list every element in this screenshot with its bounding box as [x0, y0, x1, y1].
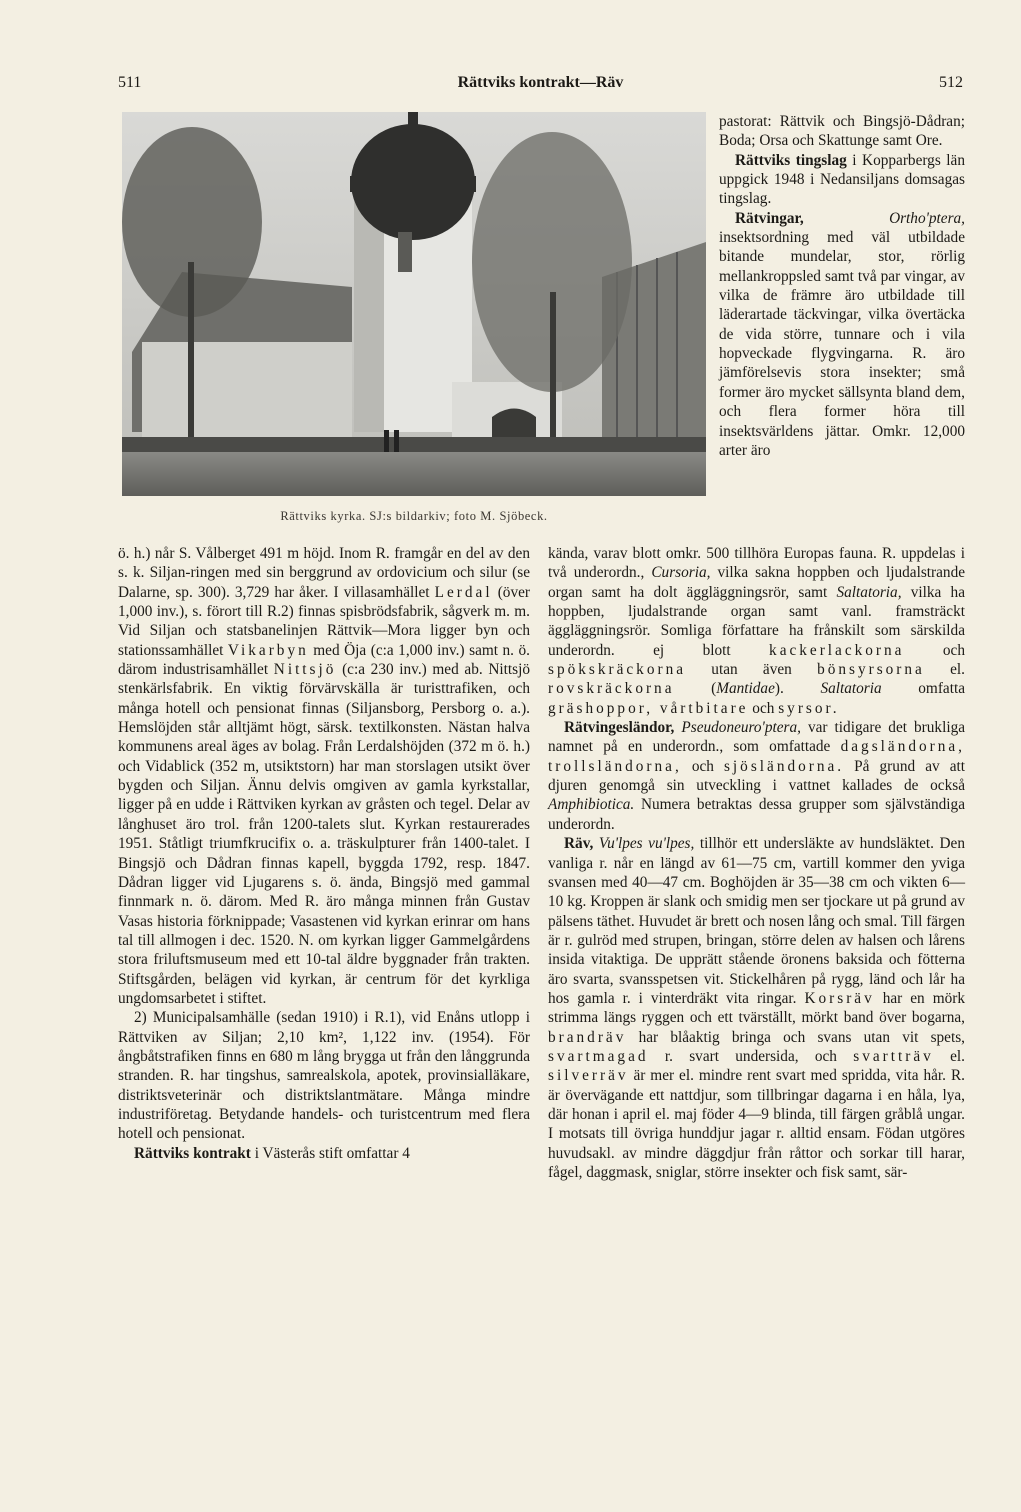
- running-title: Rättviks kontrakt—Räv: [457, 74, 624, 91]
- paragraph-municipalsamhalle: 2) Municipalsamhälle (sedan 1910) i R.1), vid Enåns utlopp i Rättviken av Siljan; 2,10 km², 1,122 inv. (1954). För ångbåtstrafiken finns en 680 m lång brygga ut från den långgrunda stranden. R. har tingshus, samrealskola, apotek, provinsialläkare, distriktsveterinär och distriktslantmätare. Många mindre industriföretag. Betydande handels- och turistcentrum med flera hotell och pensionat.: [118, 1009, 530, 1143]
- headword: Rätvingesländor,: [564, 719, 675, 737]
- headword: Rättviks tingslag: [735, 151, 847, 169]
- entry-ratvingar: Rätvingar, Ortho'ptera, insektsordning med väl utbildade bitande mundelar, stor, rörlig mellankroppsled samt två par vingar, av vilka de främre äro utbildade till läderartade täckvingar, vilka övertäcka de vida större, tunnare och i vila hopveckade flygvingarna. R. äro jämförelsevis stora insekter; små former äro mycket sällsynta bland dem, och flera former höra till insektsvärldens jättar. Omkr. 12,000 arter äro: [719, 209, 965, 459]
- headword: Räv,: [564, 835, 594, 853]
- paragraph-ratvingar-continued: kända, varav blott omkr. 500 tillhöra Europas fauna. R. uppdelas i två underordn., Cursoria, vilka sakna hoppben och ljudalstrande organ samt ha dolt äggläggningsrör, samt Saltatoria, vilka ha hoppben, ljudalstrande organ samt vanl. framsträckt äggläggningsrör. Somliga författare ha frånskilt som särskilda underordn. ej blott kackerlackorna och spökskräckorna utan även bönsyrsorna el. rovskräckorna (Mantidae). Saltatoria omfatta gräshoppor, vårtbitare och syrsor.: [548, 545, 966, 717]
- entry-ratvingeslandor: Rätvingesländor, Pseudoneuro'ptera, var tidigare det brukliga namnet på en underordn., som omfattade dagsländorna, trollsländorna, och sjösländorna. På grund av att djuren genomgå sin utveckling i vattnet kallades de också Amphibiotica. Numera betraktas dessa grupper som självständiga underordn.: [548, 719, 966, 833]
- running-header: [118, 74, 963, 98]
- right-column: [548, 544, 965, 1182]
- church-photo-illustration: [122, 112, 706, 496]
- left-column: [118, 544, 530, 1163]
- page-number-right: 512: [939, 74, 963, 91]
- paragraph-rattvik-continued: ö. h.) når S. Vålberget 491 m höjd. Inom R. framgår en del av den s. k. Siljan-ringen med sin berggrund av ordovicium och silur (se Dalarne, sp. 300). 3,729 har åker. I villasamhället Lerdal (över 1,000 inv.), s. förort till R.2) finnas spisbrödsfabrik, sågverk m. m. Vid Siljan och statsbanelinjen Rättvik—Mora ligger byn och stationssamhället Vikarbyn med Öja (c:a 1,000 inv.) samt n. ö. därom industrisamhället Nittsjö (c:a 230 inv.) med ab. Nittsjö stenkärlsfabrik. En viktig förvärvskälla är turisttrafiken, och många hotell och pensionat finnas (Siljansborg, Persborg o. a.). Hemslöjden står alltjämt högt, särsk. textilkonsten. Nästan halva kommunens areal äges av bolag. Från Lerdalshöjden (372 m ö. h.) och Vidablick (352 m, utsiktstorn) har man storslagen utsikt över bygden och Siljan. Ännu delvis omgiven av gamla kyrkstallar, ligger på en udde i Rättviken kyrkan av gråsten och tegel. Delar av långhuset äro trol. från 1200-talets slut. Kyrkan restaurerades 1951. Ståtligt triumfkrucifix o. a. träskulpturer från 1400-talet. I Bingsjö och Dådran finnas kapell, byggda 1792, resp. 1847. Dådran ligger vid Ljugarens s. ö. ända, Bingsjö med gammal finnmark n. ö. därom. Med R. äro många minnen från Gustav Vasas historia förknippade; Vasastenen vid kyrkan erinrar om hans tal till allmogen i dec. 1520. N. om kyrkan ligger Gammelgårdens stora friluftsmuseum med ett 10-tal äldre byggnader från trakten. Stiftsgården, belägen vid kyrkan, är centrum för det kyrkliga ungdomsarbetet i stiftet.: [118, 545, 530, 1007]
- entry-rattviks-kontrakt: Rättviks kontrakt i Västerås stift omfattar 4: [134, 1144, 410, 1162]
- photo-caption: Rättviks kyrka. SJ:s bildarkiv; foto M. Sjöbeck.: [280, 509, 548, 523]
- right-column-top: [719, 112, 965, 460]
- paragraph-pastorat: pastorat: Rättvik och Bingsjö-Dådran; Boda; Orsa och Skattunge samt Ore.: [719, 113, 965, 150]
- page-number-left: 511: [118, 74, 142, 91]
- entry-rattviks-tingslag: Rättviks tingslag i Kopparbergs län uppgick 1948 i Nedansiljans domsagas tingslag.: [719, 151, 965, 208]
- church-photo: [122, 112, 706, 496]
- headword: Rättviks kontrakt: [134, 1144, 251, 1162]
- headword: Rätvingar,: [735, 209, 804, 227]
- entry-rav: Räv, Vu'lpes vu'lpes, tillhör ett undersläkte av hundsläktet. Den vanliga r. når en längd av 61—75 cm, vartill kommer den yviga svansen med 40—47 cm. Boghöjden är 35—38 cm och vikten 6—10 kg. Kroppen är slank och smidig men ser tjockare ut på grund av pälsens täthet. Huvudet är brett och nosen lång och smal. Till färgen är r. gulröd med strupen, bringan, större delen av halsen och lårens insida vitaktiga. De upprätt stående öronens baksida och fötterna äro svarta, svansspetsen vit. Stickelhåren på rygg, länd och lår ha hos gamla r. i vinterdräkt vita ringar. Korsräv har en mörk strimma längs ryggen och ett tvärställt, mörkt band över bogarna, brandräv har blåaktig bringa och svans utan vit spets, svartmagad r. svart undersida, och svartträv el. silverräv är mer el. mindre rent svart med spridda, vita hår. R. är övervägande ett nattdjur, som tillbringar dagarna i en håla, lya, där honan i april el. maj föder 4—9 blinda, till färgen gråblå ungar. I motsats till övriga hunddjur jagar r. alltid ensam. Födan utgöres huvudsakl. av mindre däggdjur från råttor och sorkar till harar, fågel, daggmask, sniglar, större insekter och fisk samt, sär-: [548, 835, 965, 1181]
